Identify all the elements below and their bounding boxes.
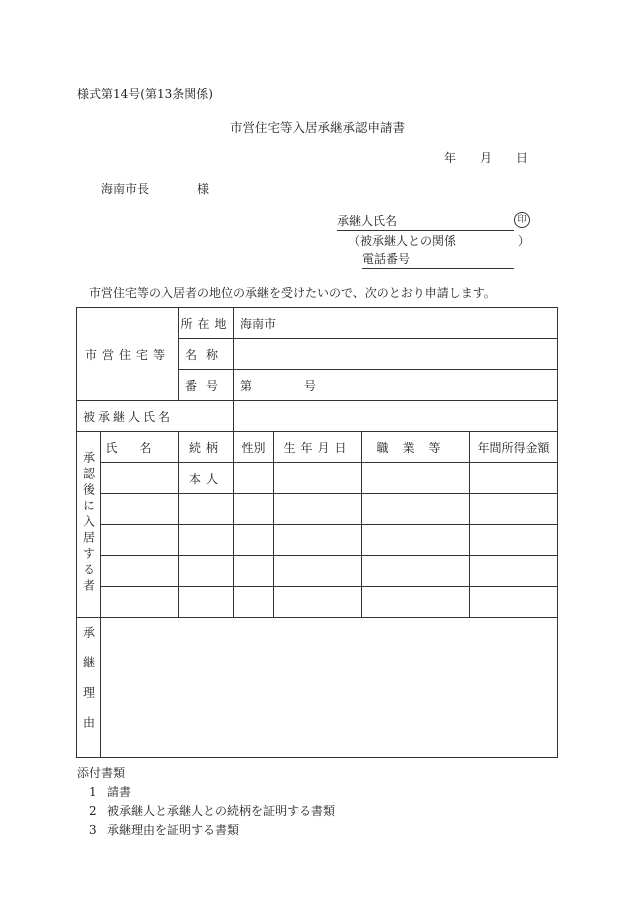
reason-label: 承継理由 — [81, 626, 96, 746]
resident-income-field[interactable] — [470, 525, 558, 556]
addressee-honorific: 様 — [197, 182, 210, 196]
phone-line[interactable] — [362, 253, 514, 269]
resident-name-field[interactable] — [101, 463, 179, 494]
resident-occupation-field[interactable] — [362, 587, 470, 618]
applicant-name-label: 承継人氏名 — [337, 214, 398, 228]
resident-birthdate-field[interactable] — [274, 463, 362, 494]
header-income-cell — [470, 432, 558, 463]
table-row — [77, 525, 558, 556]
resident-relation-field[interactable] — [179, 587, 234, 618]
date-month-label: 月 — [480, 151, 493, 165]
resident-birthdate-field[interactable] — [274, 494, 362, 525]
attachment-text: 承継理由を証明する書類 — [107, 823, 240, 837]
housing-name-field[interactable] — [234, 339, 558, 370]
header-relation-cell — [179, 432, 234, 463]
attachment-number: 1 — [89, 785, 97, 799]
date-year-label: 年 — [444, 151, 457, 165]
predecessor-label-cell — [77, 401, 234, 432]
resident-income-field[interactable] — [470, 463, 558, 494]
relation-label: （被承継人との関係 — [348, 234, 457, 248]
number-label-cell — [179, 370, 234, 401]
location-label: 所在地 — [180, 316, 232, 331]
header-sex: 性別 — [241, 440, 266, 455]
table-row — [77, 494, 558, 525]
header-name-cell — [101, 432, 179, 463]
resident-name-field[interactable] — [101, 587, 179, 618]
header-birthdate-cell — [274, 432, 362, 463]
name-label-cell — [179, 339, 234, 370]
header-occupation: 職業等 — [376, 440, 455, 455]
seal-icon: 印 — [514, 212, 530, 228]
reason-label-cell — [77, 618, 101, 758]
resident-sex-field[interactable] — [234, 587, 274, 618]
table-row — [77, 587, 558, 618]
resident-income-field[interactable] — [470, 494, 558, 525]
resident-birthdate-field[interactable] — [274, 587, 362, 618]
form-number: 様式第14号(第13条関係) — [77, 87, 213, 101]
predecessor-name-field[interactable] — [234, 401, 558, 432]
resident-name-field[interactable] — [101, 556, 179, 587]
location-label-cell — [179, 308, 234, 339]
table-row — [77, 556, 558, 587]
resident-sex-field[interactable] — [234, 463, 274, 494]
number-suffix: 号 — [304, 378, 317, 393]
housing-number-field[interactable] — [234, 370, 558, 401]
resident-income-field[interactable] — [470, 556, 558, 587]
resident-birthdate-field[interactable] — [274, 556, 362, 587]
resident-sex-field[interactable] — [234, 494, 274, 525]
housing-section-cell — [77, 308, 179, 401]
resident-relation-field[interactable] — [179, 525, 234, 556]
attachment-text: 請書 — [107, 785, 132, 799]
residents-section-label: 承認後に入居する者 — [81, 451, 96, 595]
location-value-field[interactable] — [234, 308, 558, 339]
phone-label: 電話番号 — [362, 252, 411, 266]
attachment-number: 3 — [89, 823, 97, 837]
resident-birthdate-field[interactable] — [274, 525, 362, 556]
header-birthdate: 生年月日 — [283, 440, 352, 455]
resident-name-field[interactable] — [101, 494, 179, 525]
header-income: 年間所得金額 — [477, 440, 550, 455]
resident-occupation-field[interactable] — [362, 463, 470, 494]
resident-sex-field[interactable] — [234, 556, 274, 587]
housing-section-label: 市営住宅等 — [85, 347, 171, 362]
resident-relation-value: 本人 — [189, 471, 224, 486]
reason-field[interactable] — [101, 618, 558, 758]
resident-occupation-field[interactable] — [362, 525, 470, 556]
header-name: 氏名 — [105, 440, 174, 455]
name-label: 名称 — [185, 347, 228, 362]
addressee-name: 海南市長 — [101, 182, 150, 196]
resident-sex-field[interactable] — [234, 525, 274, 556]
date-day-label: 日 — [516, 151, 529, 165]
attachment-text: 被承継人と承継人との続柄を証明する書類 — [107, 804, 336, 818]
header-relation: 続柄 — [189, 440, 224, 455]
location-value: 海南市 — [240, 316, 277, 331]
resident-occupation-field[interactable] — [362, 494, 470, 525]
header-occupation-cell — [362, 432, 470, 463]
resident-relation-field[interactable] — [179, 556, 234, 587]
intro-text: 市営住宅等の入居者の地位の承継を受けたいので、次のとおり申請します。 — [89, 286, 496, 300]
form-title: 市営住宅等入居承継承認申請書 — [230, 120, 406, 135]
attachments-heading: 添付書類 — [77, 766, 126, 780]
predecessor-label: 被承継人氏名 — [83, 409, 174, 424]
number-prefix: 第 — [240, 378, 253, 393]
application-table — [76, 307, 558, 758]
resident-relation-field[interactable] — [179, 494, 234, 525]
resident-relation-field[interactable] — [179, 463, 234, 494]
residents-section-cell — [77, 432, 101, 618]
resident-occupation-field[interactable] — [362, 556, 470, 587]
resident-income-field[interactable] — [470, 587, 558, 618]
table-row — [77, 463, 558, 494]
relation-close: ） — [518, 234, 531, 248]
header-sex-cell — [234, 432, 274, 463]
number-label: 番号 — [185, 378, 228, 393]
resident-name-field[interactable] — [101, 525, 179, 556]
attachment-number: 2 — [89, 804, 97, 818]
applicant-name-line[interactable] — [337, 215, 514, 231]
